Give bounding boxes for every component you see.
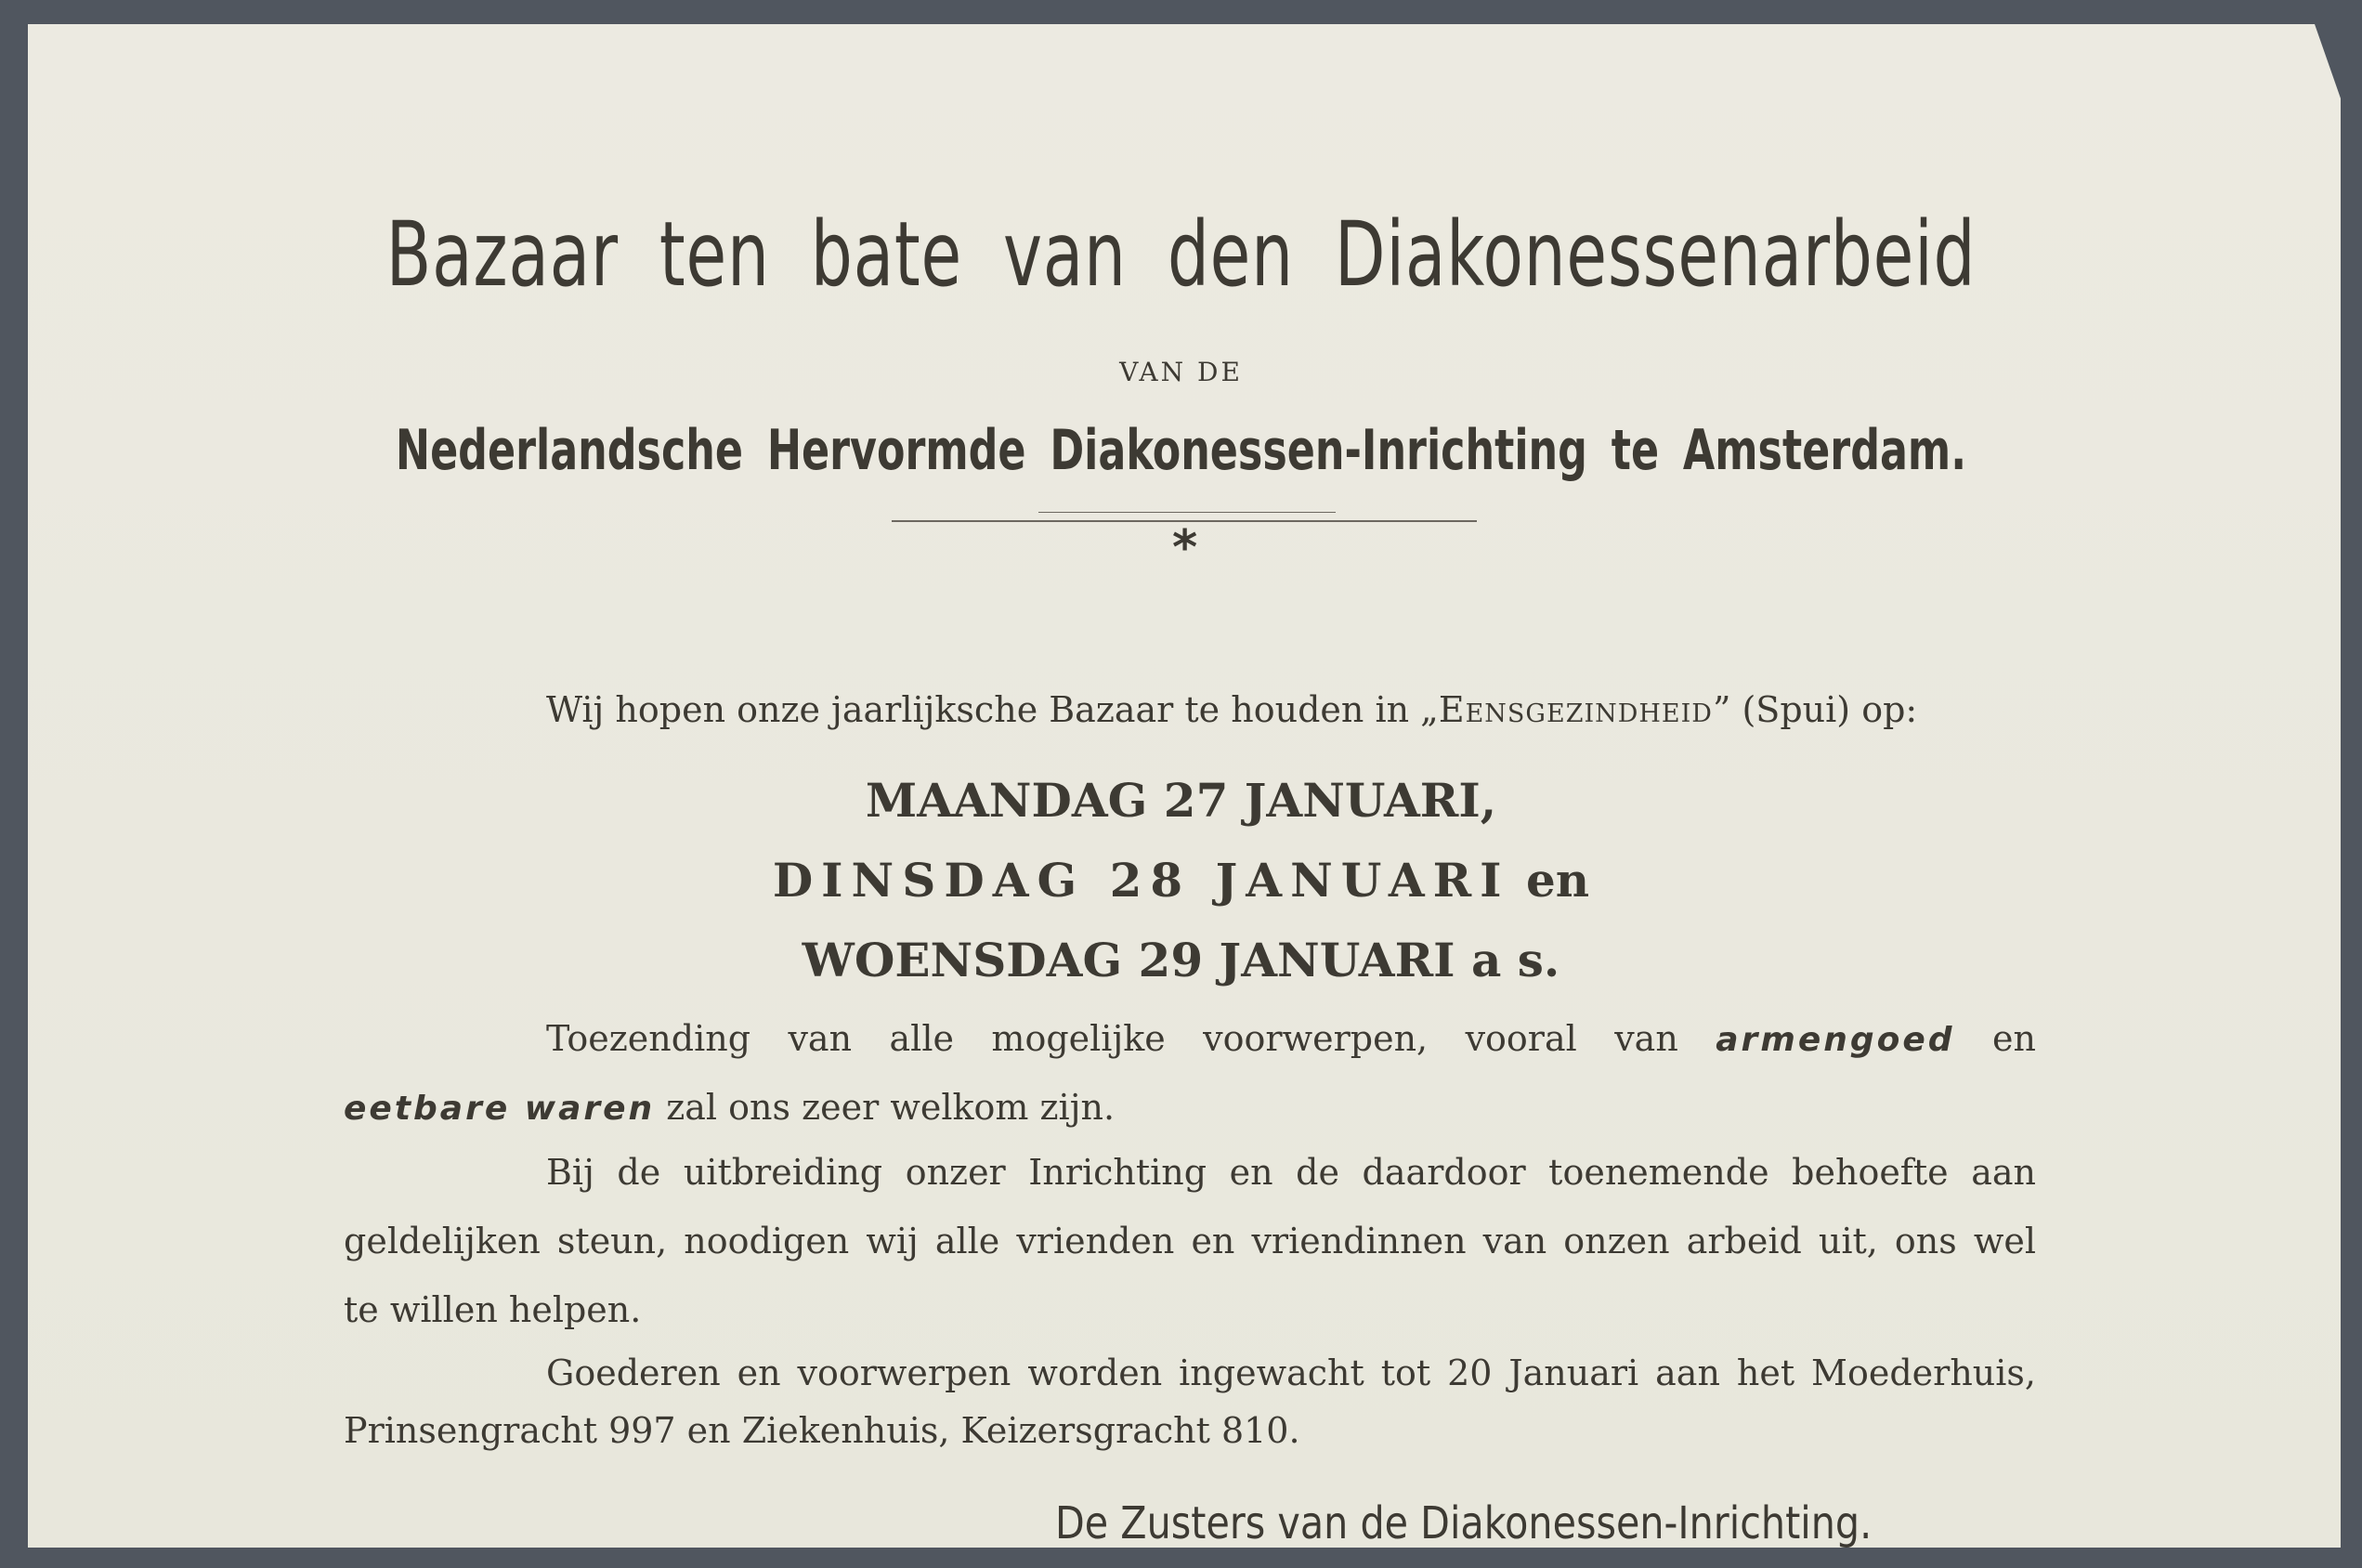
paragraph3-line2: Prinsengracht 997 en Ziekenhuis, Keizersgracht 810. bbox=[344, 1410, 1300, 1451]
paragraph3-line1: Goederen en voorwerpen worden ingewacht tot 20 Januari aan het Moederhuis, bbox=[546, 1352, 2036, 1393]
day-tuesday bbox=[0, 853, 2362, 908]
intro-suffix: ” (Spui) op: bbox=[1712, 689, 1918, 730]
p1-line1-start: Toezending van alle mogelijke voorwerpen, vooral van bbox=[546, 1018, 1678, 1059]
organization-subtitle: Nederlandsche Hervormde Diakonessen-Inrichting te Amsterdam. bbox=[395, 418, 1967, 483]
p1-line2-end: zal ons zeer welkom zijn. bbox=[666, 1087, 1116, 1128]
paragraph2-line3: te willen helpen. bbox=[344, 1289, 642, 1330]
day-tuesday-tail: en bbox=[1526, 853, 1590, 908]
paragraph1-line1 bbox=[546, 1018, 2036, 1059]
day-wednesday-date: WOENSDAG 29 JANUARI bbox=[802, 933, 1455, 987]
p1-eetbare-waren: eetbare waren bbox=[344, 1090, 656, 1128]
signature-line: De Zusters van de Diakonessen-Inrichting. bbox=[1055, 1497, 1873, 1549]
day-wednesday bbox=[0, 933, 2362, 987]
paragraph2-line2: geldelijken steun, noodigen wij alle vrienden en vriendinnen van onzen arbeid uit, ons wel bbox=[344, 1221, 2036, 1261]
p1-armengoed: armengoed bbox=[1716, 1021, 1955, 1059]
intro-venue: Eensgezindheid bbox=[1438, 689, 1713, 730]
p1-line1-end: en bbox=[1992, 1018, 2036, 1059]
day-monday: MAANDAG 27 JANUARI, bbox=[865, 773, 1497, 828]
document-title: Bazaar ten bate van den Diakonessenarbeid bbox=[385, 203, 1977, 307]
day-wednesday-tail: a s. bbox=[1470, 933, 1560, 987]
intro-line bbox=[546, 689, 1917, 730]
paragraph2-line1: Bij de uitbreiding onzer Inrichting en de daardoor toenemende behoefte aan bbox=[546, 1152, 2036, 1193]
intro-prefix: Wij hopen onze jaarlijksche Bazaar te houden in „ bbox=[546, 689, 1439, 730]
divider-short bbox=[1038, 512, 1336, 513]
day-tuesday-date: DINSDAG 28 JANUARI bbox=[772, 853, 1510, 908]
asterisk-ornament: * bbox=[1172, 520, 1198, 576]
van-de-label: VAN DE bbox=[1119, 357, 1243, 387]
paragraph1-line2 bbox=[344, 1087, 1115, 1128]
